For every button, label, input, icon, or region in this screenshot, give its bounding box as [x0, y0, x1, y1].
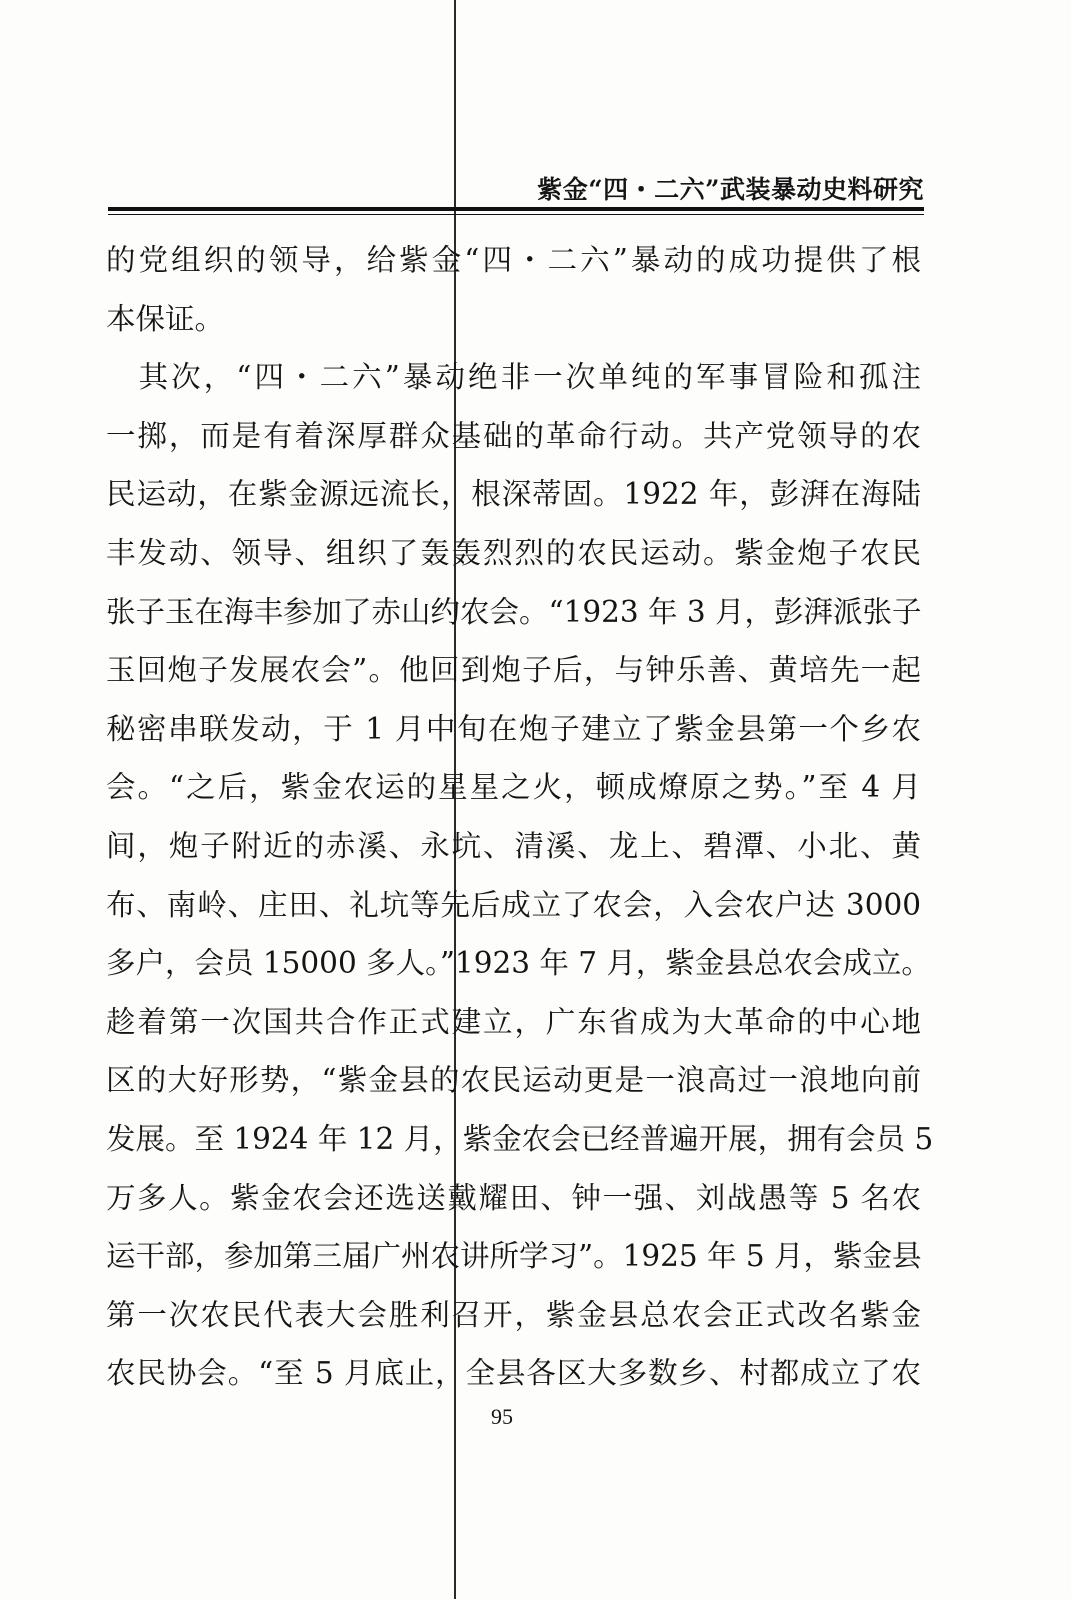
text-line: 万多人。紫金农会还选送戴耀田、钟一强、刘战愚等 5 名农	[106, 1180, 921, 1215]
header-rule-thick	[108, 207, 924, 211]
page-number: 95	[491, 1404, 513, 1429]
text-line: 本保证。	[106, 301, 225, 336]
text-line: 一掷，而是有着深厚群众基础的革命行动。共产党领导的农	[106, 418, 921, 453]
text-line: 间，炮子附近的赤溪、永坑、清溪、龙上、碧潭、小北、黄	[106, 828, 921, 863]
text-line: 第一次农民代表大会胜利召开，紫金县总农会正式改名紫金	[106, 1297, 921, 1332]
text-line: 的党组织的领导，给紫金“四・二六”暴动的成功提供了根	[106, 243, 921, 277]
text-line: 运干部，参加第三届广州农讲所学习”。1925 年 5 月，紫金县	[106, 1239, 922, 1274]
text-line: 丰发动、领导、组织了轰轰烈烈的农民运动。紫金炮子农民	[106, 535, 921, 570]
text-line: 张子玉在海丰参加了赤山约农会。“1923 年 3 月，彭湃派张子	[106, 594, 922, 629]
text-line: 其次，“四・二六”暴动绝非一次单纯的军事冒险和孤注	[106, 360, 921, 395]
text-line: 会。“之后，紫金农运的星星之火，顿成燎原之势。”至 4 月	[106, 770, 921, 805]
text-line: 农民协会。“至 5 月底止，全县各区大多数乡、村都成立了农	[106, 1356, 921, 1391]
text-line: 民运动，在紫金源远流长，根深蒂固。1922 年，彭湃在海陆	[106, 477, 921, 512]
text-line: 发展。至 1924 年 12 月，紫金农会已经普遍开展，拥有会员 5	[106, 1121, 934, 1156]
text-line: 趁着第一次国共合作正式建立，广东省成为大革命的中心地	[106, 1004, 921, 1039]
text-line: 区的大好形势，“紫金县的农民运动更是一浪高过一浪地向前	[106, 1063, 921, 1098]
text-line: 秘密串联发动，于 1 月中旬在炮子建立了紫金县第一个乡农	[106, 711, 921, 746]
text-line: 玉回炮子发展农会”。他回到炮子后，与钟乐善、黄培先一起	[106, 653, 921, 688]
running-head: 紫金“四・二六”武装暴动史料研究	[537, 175, 924, 204]
text-line: 多户，会员 15000 多人。”1923 年 7 月，紫金县总农会成立。	[106, 946, 931, 981]
header-rule-thin	[108, 214, 924, 215]
body-text	[106, 231, 934, 1403]
text-line: 布、南岭、庄田、礼坑等先后成立了农会，入会农户达 3000	[106, 887, 921, 922]
